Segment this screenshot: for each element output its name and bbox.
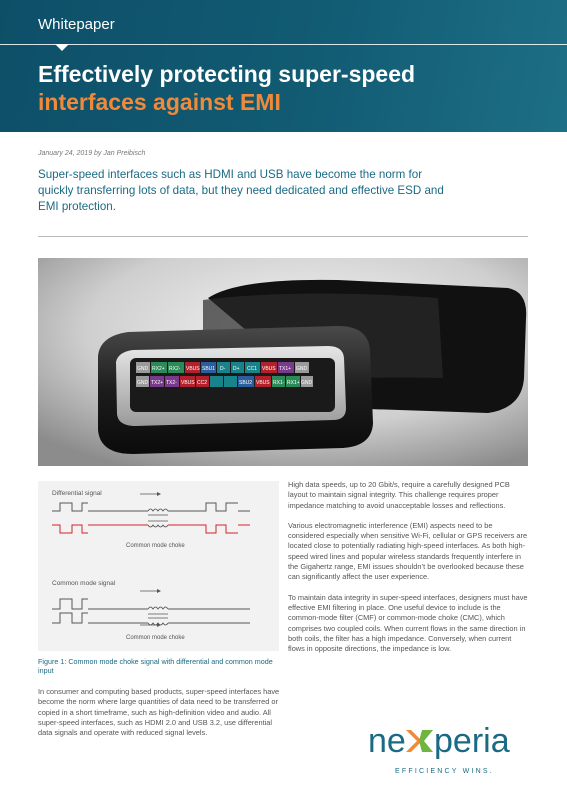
pin-label: VBUS xyxy=(186,366,200,372)
pin-label: D- xyxy=(220,366,226,372)
right-column xyxy=(288,480,528,664)
pin-label: VBUS xyxy=(256,380,270,386)
section-divider xyxy=(38,236,528,237)
pin-label: RX1+ xyxy=(287,380,300,386)
nexperia-logo xyxy=(368,724,528,760)
usb-c-connector-photo xyxy=(38,258,528,466)
pin-label: CC2 xyxy=(197,380,208,386)
pin-row-top xyxy=(136,362,309,373)
pin-label: GND xyxy=(137,380,149,386)
body-paragraph: To maintain data integrity in super-speed interfaces, designers must have effective EMI filtering in place. One useful device to include is the common-mode filter (CMF) or common-mode choke (CMC), which comprises two coupled coils. When current flows in the same direction in both coils, the filter has a high impedance. Conversely, when current flows in opposite directions, the impedance is low. xyxy=(288,592,528,654)
body-paragraph: Various electromagnetic interference (EMI) aspects need to be considered especially when sensitive Wi-Fi, cellular or GPS receivers are located close to potentially radiating high-speed interfaces. As both high-speed wired lines and popular wireless standards frequently interfere in the Gigahertz range, EMI issues shouldn’t be overlooked because these can significantly affect the user experience. xyxy=(288,520,528,582)
dateline: January 24, 2019 by Jan Preibisch xyxy=(38,150,146,157)
pin-label: VBUS xyxy=(181,380,195,386)
choke-label: Common mode choke xyxy=(126,543,185,549)
pin-label: RX2- xyxy=(169,366,181,372)
pin-label: RX1- xyxy=(273,380,285,386)
svg-text:peria: peria xyxy=(434,724,510,760)
pin-label: SBU1 xyxy=(202,366,216,372)
lead-paragraph: Super-speed interfaces such as HDMI and USB have become the norm for quickly transferring lots of data, but they need dedicated and effective ESD and EMI protection. xyxy=(38,168,444,213)
pin-label: TX2- xyxy=(166,380,177,386)
pin-label: GND xyxy=(301,380,313,386)
body-paragraph: High data speeds, up to 20 Gbit/s, require a carefully designed PCB layout to maintain signal integrity. This challenge requires proper impedance matching to avoid unacceptable losses and reflections. xyxy=(288,480,510,510)
svg-text:ne: ne xyxy=(368,724,406,760)
header-banner xyxy=(0,0,567,132)
pin-label: VBUS xyxy=(262,366,276,372)
common-mode-signal-label: Common mode signal xyxy=(52,580,116,587)
pin-label: GND xyxy=(296,366,308,372)
differential-signal-label: Differential signal xyxy=(52,490,102,497)
tagline: EFFICIENCY WINS. xyxy=(395,768,494,775)
figure-caption: Figure 1: Common mode choke signal with differential and common mode input xyxy=(38,657,273,675)
page-title-line-2: interfaces against EMI xyxy=(38,89,281,115)
document-type-label: Whitepaper xyxy=(38,16,115,33)
pin-row-bottom xyxy=(136,376,313,387)
body-paragraph: In consumer and computing based products, super-speed interfaces have become the norm where large quantities of data need to be transferred or copied in a short timeframe, such as high-definition video and audio. All super-speed interfaces, such as HDMI 2.0 and USB 3.2, use differential data signals and operate with reduced signal levels. xyxy=(38,687,280,738)
header-rule xyxy=(0,44,567,45)
pin-label: RX2+ xyxy=(152,366,165,372)
page-title-line-1: Effectively protecting super-speed xyxy=(38,61,416,87)
pin-label: SBU2 xyxy=(239,380,253,386)
pin-label: CC1 xyxy=(247,366,258,372)
pin-label: D+ xyxy=(233,366,240,372)
common-mode-choke-diagram xyxy=(38,481,279,651)
pin-label: TX2+ xyxy=(151,380,164,386)
pin-label: GND xyxy=(137,366,149,372)
header-notch xyxy=(55,44,69,51)
pin-label: TX1+ xyxy=(279,366,292,372)
choke-label: Common mode choke xyxy=(126,635,185,641)
